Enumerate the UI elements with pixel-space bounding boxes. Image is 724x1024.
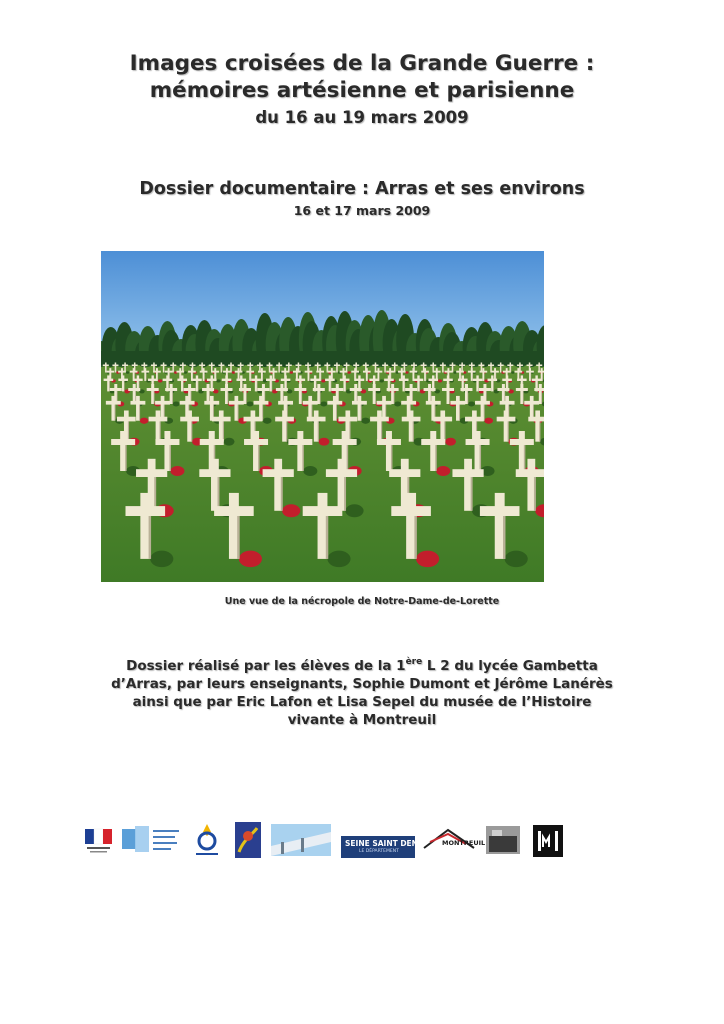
credits-line-2: d’Arras, par leurs enseignants, Sophie Dumont et Jérôme Lanérès [111, 676, 613, 692]
republique-francaise-logo [84, 826, 113, 856]
title-line-2: mémoires artésienne et parisienne [149, 78, 575, 103]
dossier-dates: 16 et 17 mars 2009 [293, 203, 431, 218]
credits-block [0, 657, 724, 729]
cemetery-photo [101, 251, 544, 582]
title-line-1: Images croisées de la Grande Guerre : [129, 51, 595, 76]
seine-saint-denis-logo: SEINE SAINT DENIS LE DÉPARTEMENT [341, 836, 415, 858]
museum-building-logo [271, 822, 331, 858]
historic-photo-logo [486, 822, 520, 858]
document-title [0, 50, 724, 104]
credits-line-4: vivante à Montreuil [287, 712, 437, 728]
pas-de-calais-logo [235, 822, 261, 858]
montreuil-logo: MONTREUIL [422, 822, 478, 858]
credits-line-1: Dossier réalisé par les élèves de la 1ère L 2 du lycée Gambetta [126, 656, 598, 674]
dossier-subtitle: Dossier documentaire : Arras et ses environs [139, 179, 585, 199]
region-nord-pas-de-calais-logo [192, 822, 222, 858]
musee-m-logo [533, 825, 563, 857]
title-dates: du 16 au 19 mars 2009 [255, 108, 469, 127]
photo-caption: Une vue de la nécropole de Notre-Dame-de-Lorette [224, 596, 500, 607]
credits-line-3: ainsi que par Eric Lafon et Lisa Sepel du musée de l’Histoire [132, 694, 592, 710]
academie-logo [121, 822, 181, 858]
